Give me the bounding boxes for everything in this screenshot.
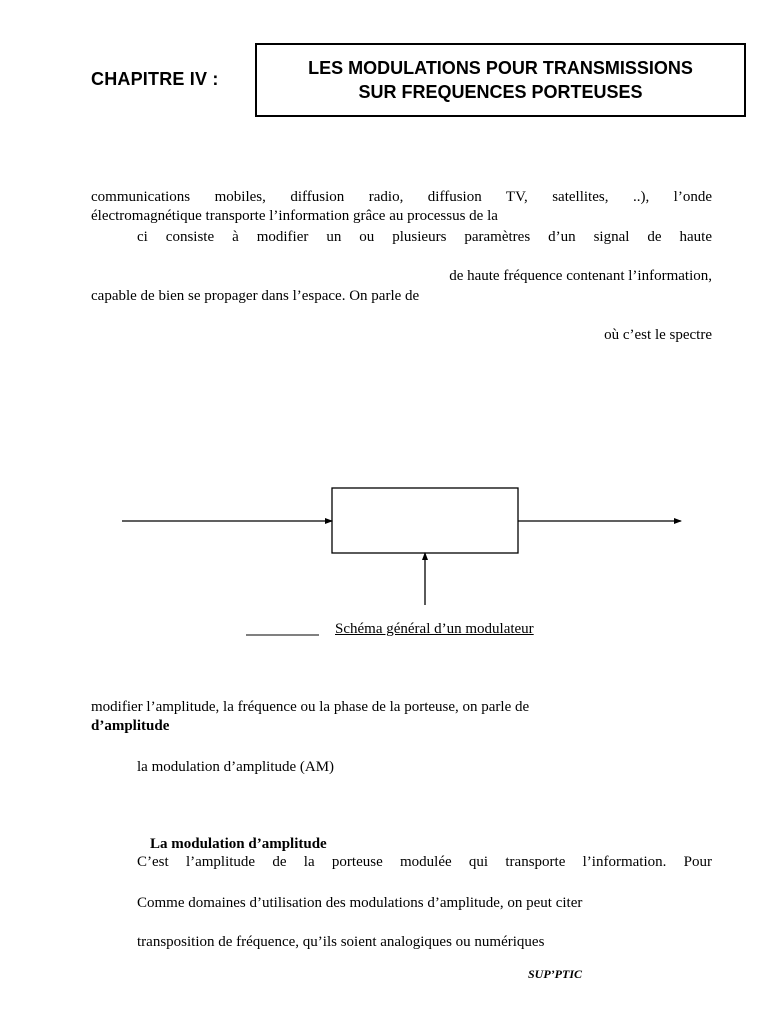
types-line-3: la modulation d’amplitude (AM) (137, 759, 335, 775)
types-line-1: modifier l’amplitude, la fréquence ou la phase de la porteuse, on parle de (91, 699, 530, 715)
types-line-2: d’amplitude (91, 718, 170, 734)
figure-caption: Schéma général d’un modulateur (335, 621, 534, 637)
chapter-label: CHAPITRE IV : (91, 69, 219, 89)
am-line-2: Comme domaines d’utilisation des modulations d’amplitude, on peut citer (137, 895, 583, 911)
intro-line-6: où c’est le spectre (604, 327, 712, 343)
chapter-title-line1: LES MODULATIONS POUR TRANSMISSIONS (308, 58, 693, 78)
intro-line-5: capable de bien se propager dans l’espace. On parle de (91, 288, 420, 304)
chapter-title-line2: SUR FREQUENCES PORTEUSES (358, 82, 643, 102)
intro-line-2: électromagnétique transporte l’information grâce au processus de la (91, 208, 498, 224)
intro-line-3: ci consiste à modifier un ou plusieurs paramètres d’un signal de haute (137, 229, 712, 245)
intro-line-4: de haute fréquence contenant l’information, (449, 268, 712, 284)
footer-label: SUP’PTIC (528, 967, 582, 981)
intro-line-1: communications mobiles, diffusion radio, diffusion TV, satellites, ..), l’onde (91, 189, 712, 205)
modulator-block (332, 488, 518, 553)
am-line-1: C’est l’amplitude de la porteuse modulée qui transporte l’information. Pour (137, 854, 712, 870)
section-heading-am: La modulation d’amplitude (150, 836, 327, 852)
am-line-3: transposition de fréquence, qu’ils soient analogiques ou numériques (137, 934, 545, 950)
